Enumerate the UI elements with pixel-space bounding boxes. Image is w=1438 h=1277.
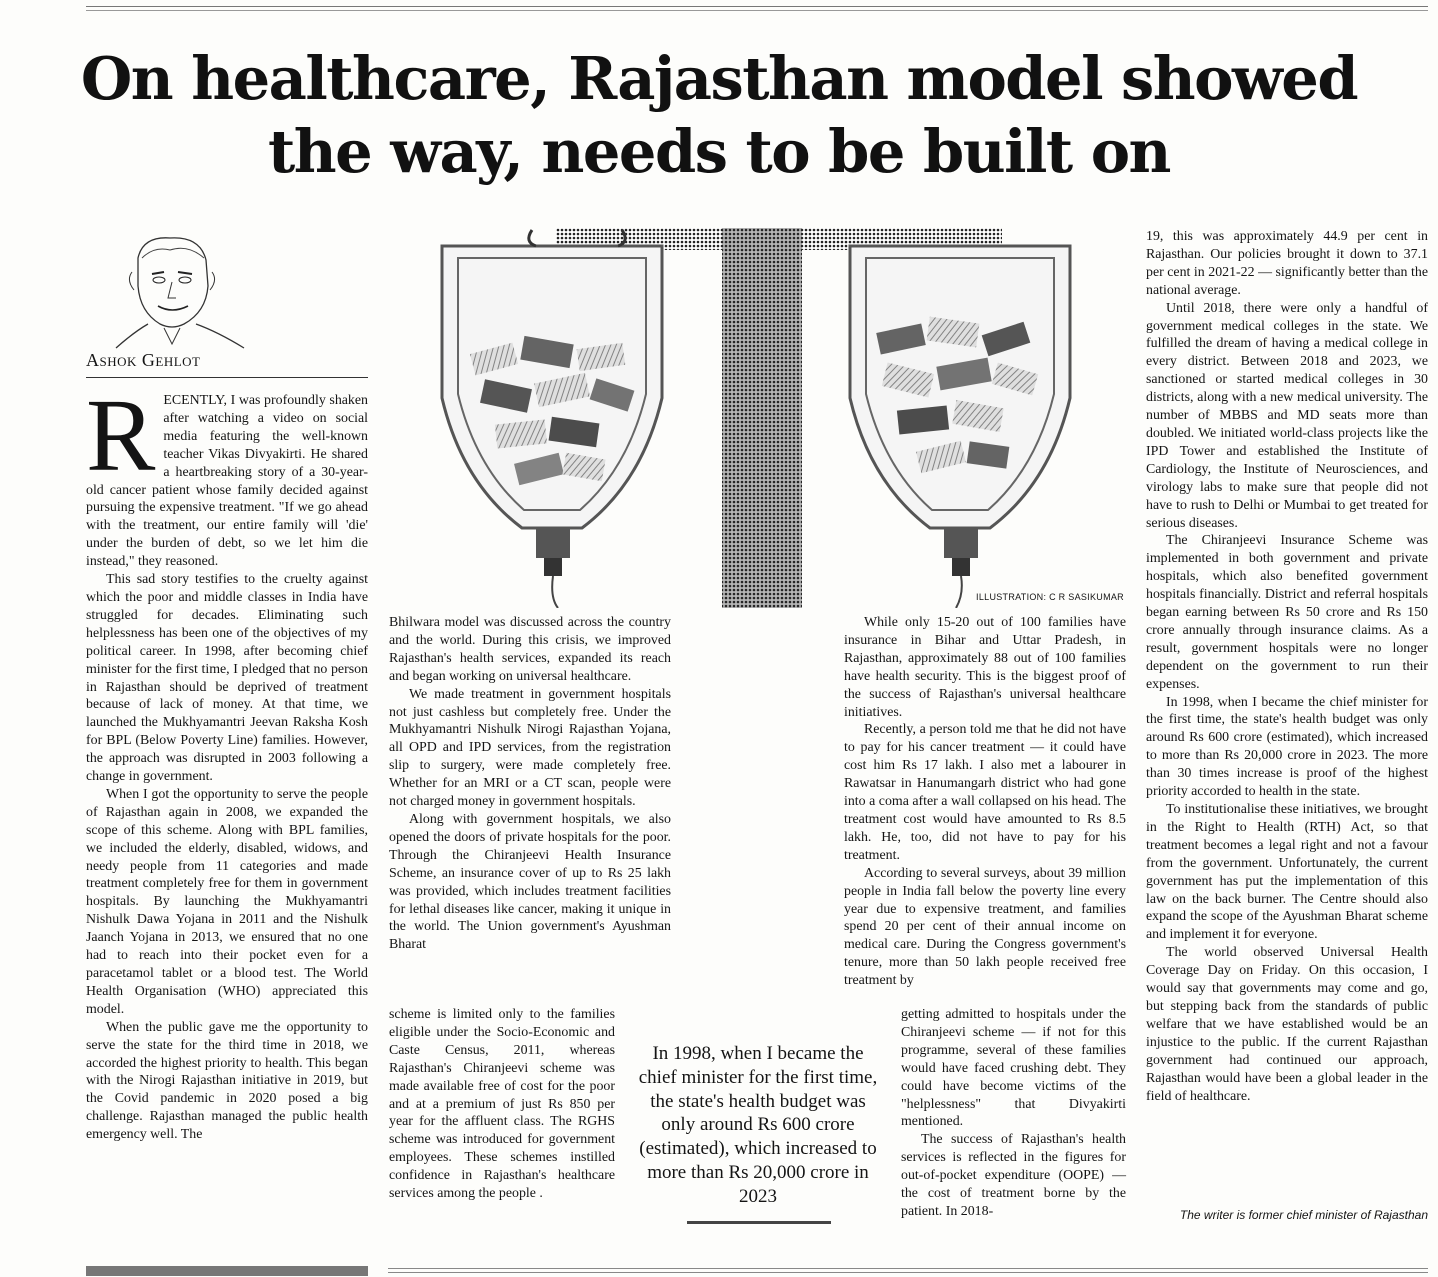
paragraph-9: Recently, a person told me that he did not have to pay for his cancer treatment — it could have cost him Rs 17 lakh. I also met a labourer in Rawatsar in Hanumangarh district who had gone into a coma after a wall collapsed on his head. The treatment cost would have amounted to Rs 8.5 lakh. He, too, did not have to pay for his treatment.	[844, 722, 1126, 863]
paragraph-7: Along with government hospitals, we also opened the doors of private hospitals for the poor. Through the Chiranjeevi Health Insurance Scheme, an insurance cover of up to Rs 25 lakh was provided, which includes treatment facilities for lethal diseases like cancer, making it unique in the world. The Union government's Ayushman Bharat	[389, 811, 671, 953]
paragraph-7-continued: scheme is limited only to the families eligible under the Socio-Economic and Caste Census, 2011, whereas Rajasthan's Chiranjeevi scheme was made available free of cost for the poor and at a premium of just Rs 850 per year for the affluent class. The RGHS scheme was introduced for government employees. These schemes instilled confidence in Rajasthan's healthcare services among the people .	[389, 1007, 615, 1202]
author-portrait	[108, 228, 248, 350]
paragraph-10-continued: getting admitted to hospitals under the Chiranjeevi scheme — if not for this programme, several of these families would have faced crushing debt. They could have become victims of the "helplessness" that Divyakirti mentioned.	[901, 1007, 1126, 1130]
bottom-bar	[86, 1266, 368, 1276]
paragraph-16: To institutionalise these initiatives, we brought in the Right to Health (RTH) Act, so that treatment becomes a legal right and not a favour from the government. Unfortunately, the current government has put the implementation of this law on the back burner. The Centre should also expand the scope of the Ayushman Bharat scheme and implement it for everyone.	[1146, 802, 1428, 943]
headline: On healthcare, Rajasthan model showed the way, needs to be built on	[80, 44, 1358, 186]
author-footnote: The writer is former chief minister of Rajasthan	[1179, 1208, 1428, 1222]
top-rule	[86, 6, 1428, 7]
column-3-continued	[901, 1006, 1126, 1221]
pull-quote-rule	[687, 1221, 831, 1224]
paragraph-12: 19, this was approximately 44.9 per cent in Rajasthan. Our policies brought it down to 37.1 per cent in 2021-22 — significantly better than the national average.	[1146, 229, 1428, 298]
paragraph-13: Until 2018, there were only a handful of government medical colleges in the state. We fulfilled the dream of having a medical college in every district. Between 2018 and 2023, we sanctioned or started medical colleges in 30 districts, along with a new medical university. The number of MBBS and MD seats more than doubled. We initiated world-class projects like the IPD Tower and established the Institute of Cardiology, the Institute of Neurosciences, and virology labs to make sure that people did not have to rush to Delhi or Mumbai to get treated for serious diseases.	[1146, 300, 1428, 531]
bottom-rule	[388, 1268, 1428, 1273]
column-2	[389, 614, 671, 954]
paragraph-15: In 1998, when I became the chief minister for the first time, the state's health budget was only around Rs 600 crore (estimated), which increased to more than Rs 20,000 crore in 2023. The more than 30 times increase is proof of the highest priority accorded to health in the state.	[1146, 694, 1428, 800]
paragraph-6: We made treatment in government hospitals not just cashless but completely free. Under the Mukhyamantri Nishulk Nirogi Rajasthan Yojana, all OPD and IPD services, from the registration slip to surgery, were made completely free. Whether for an MRI or a CT scan, people were not charged money in government hospitals.	[389, 686, 671, 810]
paragraph-1: RECENTLY, I was profoundly shaken after watching a video on social media featuring the well-known teacher Vikas Divyakirti. He shared a heartbreaking story of a 30-year-old cancer patient whose family decided against pursuing the expensive treatment. "If we go ahead with the treatment, our entire family will 'die' under the burden of debt, so we let him die instead," they reasoned.	[86, 378, 368, 570]
paragraph-17: The world observed Universal Health Coverage Day on Friday. On this occasion, I would say that governments may come and go, but stepping back from the standards of public welfare that we have established would be an injustice to the public. If the current Rajasthan government had continued our approach, Rajasthan would have been a global leader in the field of healthcare.	[1146, 945, 1428, 1104]
author-byline: Ashok Gehlot	[86, 350, 201, 370]
paragraph-8: While only 15-20 out of 100 families have insurance in Bihar and Uttar Pradesh, in Rajasthan, approximately 88 out of 100 families have health security. This is the biggest proof of the success of Rajasthan's universal healthcare initiatives.	[844, 615, 1126, 720]
illustration-iv-bags	[432, 228, 1126, 608]
paragraph-10: According to several surveys, about 39 million people in India fall below the poverty line every year due to expensive treatment, and families spend 20 per cent of their annual income on medical care. During the Congress government's tenure, more than 50 lakh people received free treatment by	[844, 865, 1126, 989]
paragraph-3: When I got the opportunity to serve the people of Rajasthan again in 2008, we expanded the scope of this scheme. Along with BPL families, we included the elderly, disabled, widows, and needy people from 11 categories and made treatment completely free for them in government hospitals. By launching the Mukhyamantri Nishulk Dawa Yojana in 2011 and the Nishulk Jaanch Yojana in 2013, we ensured that no one had to reach into their pocket even for a paracetamol tablet or a blood test. The World Health Organisation (WHO) appreciated this model.	[86, 786, 368, 1017]
paragraph-4: When the public gave me the opportunity to serve the state for the third time in 2018, we accorded the highest priority to health. This began with the Nirogi Rajasthan initiative in 2019, but the Covid pandemic in 2020 posed a big challenge. Rajasthan managed the public health emergency well. The	[86, 1019, 368, 1143]
illustration-credit: ILLUSTRATION: C R SASIKUMAR	[976, 592, 1124, 602]
drop-cap: R	[86, 378, 156, 493]
pull-quote: In 1998, when I became the chief minister for the first time, the state's health budget was only around Rs 600 crore (estimated), which increased to more than Rs 20,000 crore in 2023	[638, 1043, 878, 1207]
top-rule-secondary	[86, 10, 1428, 11]
paragraph-2: This sad story testifies to the cruelty against which the poor and middle classes in India have struggled for decades. Eliminating such helplessness has been one of the objectives of my political career. In 1998, after becoming chief minister for the first time, I pledged that no person in Rajasthan should be deprived of treatment because of lack of money. At that time, we launched the Mukhyamantri Jeevan Raksha Kosh for BPL (Below Poverty Line) families. However, the approach was disrupted in 2003 following a change in government.	[86, 572, 368, 785]
column-4	[1146, 228, 1428, 1105]
paragraph-11: The success of Rajasthan's health services is reflected in the figures for out-of-pocket expenditure (OOPE) — the cost of treatment borne by the patient. In 2018-	[901, 1132, 1126, 1219]
column-3	[844, 614, 1126, 990]
column-1	[86, 378, 368, 1144]
column-2-continued	[389, 1006, 615, 1203]
paragraph-5: Bhilwara model was discussed across the country and the world. During this crisis, we improved Rajasthan's health services, expanded its reach and began working on universal healthcare.	[389, 615, 671, 684]
paragraph-14: The Chiranjeevi Insurance Scheme was implemented in both government and private hospitals, which also benefited government hospitals financially. District and referral hospitals began earning between Rs 50 crore and Rs 150 crore annually through insurance claims. As a result, government hospitals were no longer dependent on the government to run their expenses.	[1146, 533, 1428, 692]
